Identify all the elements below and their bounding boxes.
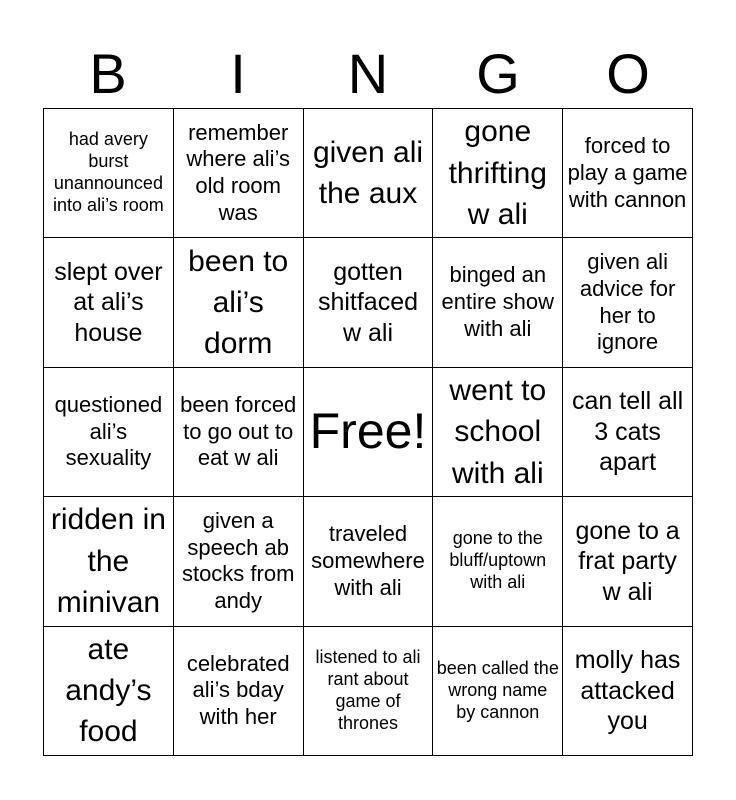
bingo-cell-text: given a speech ab stocks from andy <box>181 507 295 614</box>
bingo-cell[interactable] <box>44 627 174 756</box>
bingo-cell-text: listened to ali rant about game of thrones <box>315 646 421 733</box>
header-letter-n: N <box>347 42 389 105</box>
bingo-cell[interactable] <box>44 109 174 238</box>
bingo-cell-text: went to school with ali <box>449 373 547 490</box>
bingo-cell[interactable] <box>44 497 174 626</box>
bingo-cell[interactable] <box>433 368 563 497</box>
bingo-cell[interactable] <box>433 109 563 238</box>
bingo-cell-text: gotten shitfaced w ali <box>317 257 419 347</box>
bingo-cell-text: had avery burst unannounced into ali’s room <box>53 129 164 216</box>
bingo-cell-text: gone to the bluff/uptown with ali <box>449 528 547 593</box>
header-letter-o: O <box>606 42 650 105</box>
bingo-cell[interactable] <box>563 627 693 756</box>
bingo-cell-text: ridden in the minivan <box>50 503 166 620</box>
bingo-cell[interactable] <box>44 238 174 367</box>
bingo-board <box>43 108 693 756</box>
bingo-cell-text: traveled somewhere with ali <box>311 521 425 600</box>
bingo-header <box>43 40 693 108</box>
bingo-cell-text: gone to a frat party w ali <box>575 516 680 606</box>
bingo-cell[interactable] <box>433 497 563 626</box>
header-letter-b: B <box>89 42 127 105</box>
bingo-cell-text: binged an entire show with ali <box>441 262 555 341</box>
bingo-cell[interactable] <box>174 497 304 626</box>
free-space-cell[interactable] <box>304 368 434 497</box>
bingo-cell-text: gone thrifting w ali <box>448 115 547 231</box>
bingo-cell-text: can tell all 3 cats apart <box>572 387 684 477</box>
bingo-cell[interactable] <box>563 238 693 367</box>
bingo-cell[interactable] <box>304 238 434 367</box>
bingo-cell[interactable] <box>563 109 693 238</box>
bingo-cell-text: forced to play a game with cannon <box>567 132 688 212</box>
header-letter-g: G <box>476 42 520 105</box>
bingo-cell[interactable] <box>563 497 693 626</box>
bingo-cell-text: questioned ali’s sexuality <box>54 391 163 471</box>
bingo-cell[interactable] <box>433 627 563 756</box>
bingo-cell-text: given ali the aux <box>312 135 424 211</box>
free-space-text: Free! <box>309 403 427 460</box>
bingo-cell[interactable] <box>304 109 434 238</box>
bingo-cell[interactable] <box>563 368 693 497</box>
bingo-cell[interactable] <box>174 627 304 756</box>
bingo-cell-text: ate andy’s food <box>65 632 152 749</box>
header-letter-i: I <box>230 42 246 105</box>
bingo-cell-text: remember where ali’s old room was <box>186 119 290 226</box>
bingo-cell[interactable] <box>174 238 304 367</box>
bingo-cell[interactable] <box>304 627 434 756</box>
bingo-cell-text: been called the wrong name by cannon <box>436 657 559 722</box>
bingo-cell[interactable] <box>44 368 174 497</box>
bingo-cell[interactable] <box>174 109 304 238</box>
bingo-cell-text: been to ali’s dorm <box>188 244 289 361</box>
bingo-cell-text: molly has attacked you <box>574 646 681 736</box>
bingo-cell[interactable] <box>433 238 563 367</box>
bingo-cell[interactable] <box>174 368 304 497</box>
bingo-cell-text: slept over at ali’s house <box>54 257 163 347</box>
bingo-cell-text: given ali advice for her to ignore <box>579 248 676 355</box>
bingo-cell-text: celebrated ali’s bday with her <box>186 650 290 730</box>
bingo-cell-text: been forced to go out to eat w ali <box>180 391 297 471</box>
bingo-cell[interactable] <box>304 497 434 626</box>
